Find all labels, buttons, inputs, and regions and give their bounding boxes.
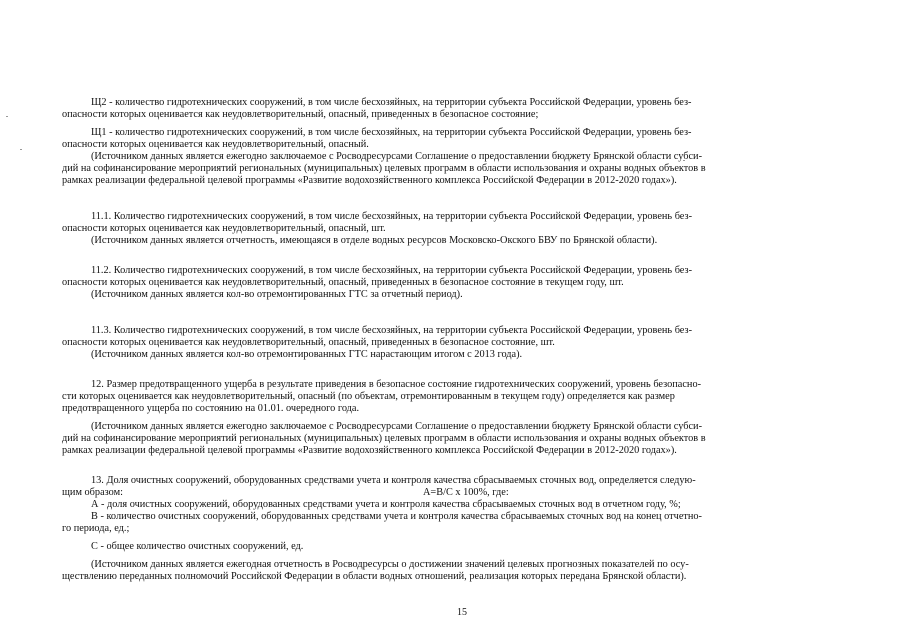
text-line: опасности которых оценивается как неудовлетворительный, опасный, приведенных в безопасное состояние; (62, 109, 539, 120)
text-line: го периода, ед.; (62, 523, 130, 534)
text-line: (Источником данных является ежегодная отчетность в Росводресурсы о достижении значений целевых прогнозных показателей по осу- (91, 559, 689, 570)
text-line: сти которых оценивается как неудовлетворительный, опасный (по объектам, отремонтированным в текущем году) определяется как размер (62, 391, 675, 402)
text-line: 13. Доля очистных сооружений, оборудованных средствами учета и контроля качества сбрасываемых сточных вод, определяется следую- (91, 475, 696, 486)
text-line: опасности которых оценивается как неудовлетворительный, опасный, шт. (62, 223, 386, 234)
text-line: 11.3. Количество гидротехнических сооружений, в том числе бесхозяйных, на территории субъекта Российской Федерации, уровень без- (91, 325, 692, 336)
formula: А=В/С х 100%, где: (423, 487, 509, 498)
text-line: рамках реализации федеральной целевой программы «Развитие водохозяйственного комплекса Российской Федерации в 2012-2020 годах»). (62, 175, 677, 186)
page-number: 15 (457, 607, 467, 618)
text-line: 12. Размер предотвращенного ущерба в результате приведения в безопасное состояние гидротехнических сооружений, уровень безопасно- (91, 379, 702, 390)
text-line: 11.2. Количество гидротехнических сооружений, в том числе бесхозяйных, на территории субъекта Российской Федерации, уровень без- (91, 265, 692, 276)
text-line: (Источником данных является кол-во отремонтированных ГТС за отчетный период). (91, 289, 463, 300)
text-line: С - общее количество очистных сооружений, ед. (91, 541, 304, 552)
scan-speck (20, 149, 22, 150)
text-line: Щ2 - количество гидротехнических сооружений, в том числе бесхозяйных, на территории субъекта Российской Федерации, уровень без- (91, 97, 692, 108)
text-line: дий на софинансирование мероприятий региональных (муниципальных) целевых программ в области использования и охраны водных объектов в (62, 433, 706, 444)
text-line: 11.1. Количество гидротехнических сооружений, в том числе бесхозяйных, на территории субъекта Российской Федерации, уровень без- (91, 211, 692, 222)
text-line: (Источником данных является кол-во отремонтированных ГТС нарастающим итогом с 2013 года). (91, 349, 523, 360)
text-line: рамках реализации федеральной целевой программы «Развитие водохозяйственного комплекса Российской Федерации в 2012-2020 годах»). (62, 445, 677, 456)
text-line: опасности которых оценивается как неудовлетворительный, опасный. (62, 139, 369, 150)
text-line: дий на софинансирование мероприятий региональных (муниципальных) целевых программ в области использования и охраны водных объектов в (62, 163, 706, 174)
text-line: Щ1 - количество гидротехнических сооружений, в том числе бесхозяйных, на территории субъекта Российской Федерации, уровень без- (91, 127, 692, 138)
text-line: щим образом: (62, 487, 123, 498)
text-line: ществлению переданных полномочий Российской Федерации в области водных отношений, реализация которых передана Брянской области). (62, 571, 687, 582)
text-line: предотвращенного ущерба по состоянию на 01.01. очередного года. (62, 403, 360, 414)
text-line: (Источником данных является ежегодно заключаемое с Росводресурсами Соглашение о предоставлении бюджету Брянской области субси- (91, 151, 702, 162)
scan-speck (6, 116, 8, 117)
text-line: опасности которых оценивается как неудовлетворительный, опасный, приведенных в безопасное состояние в текущем году, шт. (62, 277, 624, 288)
text-line: (Источником данных является отчетность, имеющаяся в отделе водных ресурсов Московско-Окского БВУ по Брянской области). (91, 235, 658, 246)
text-line: В - количество очистных сооружений, оборудованных средствами учета и контроля качества сбрасываемых сточных вод на конец отчетно- (91, 511, 702, 522)
text-line: опасности которых оценивается как неудовлетворительный, опасный, приведенных в безопасное состояние, шт. (62, 337, 555, 348)
text-line: А - доля очистных сооружений, оборудованных средствами учета и контроля качества сбрасываемых сточных вод в отчетном году, %; (91, 499, 681, 510)
text-line: (Источником данных является ежегодно заключаемое с Росводресурсами Соглашение о предоставлении бюджету Брянской области субси- (91, 421, 702, 432)
